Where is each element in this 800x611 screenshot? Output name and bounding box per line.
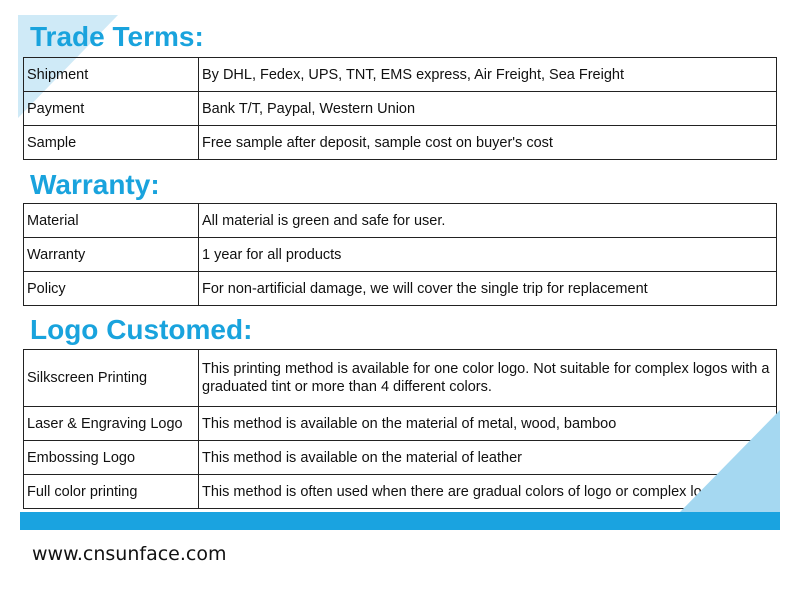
trade-terms-payment-label: Payment	[24, 92, 199, 126]
logo-laser-label: Laser & Engraving Logo	[24, 407, 199, 441]
logo-embossing-value: This method is available on the material of leather	[199, 441, 777, 475]
logo-customed-heading: Logo Customed:	[30, 314, 253, 345]
table-row	[24, 407, 777, 441]
logo-fullcolor-value: This method is often used when there are gradual colors of logo or complex logos	[199, 475, 777, 509]
logo-laser-value: This method is available on the material of metal, wood, bamboo	[199, 407, 777, 441]
logo-fullcolor-label: Full color printing	[24, 475, 199, 509]
warranty-table	[23, 203, 777, 306]
logo-silkscreen-label: Silkscreen Printing	[24, 350, 199, 407]
warranty-material-value: All material is green and safe for user.	[199, 204, 777, 238]
trade-terms-table	[23, 57, 777, 160]
table-row	[24, 272, 777, 306]
warranty-heading: Warranty:	[30, 169, 160, 200]
table-row	[24, 475, 777, 509]
trade-terms-shipment-label: Shipment	[24, 58, 199, 92]
table-row	[24, 238, 777, 272]
table-row	[24, 92, 777, 126]
warranty-policy-value: For non-artificial damage, we will cover the single trip for replacement	[199, 272, 777, 306]
footer-blue-bar	[20, 512, 780, 530]
table-row	[24, 441, 777, 475]
warranty-warranty-value: 1 year for all products	[199, 238, 777, 272]
trade-terms-payment-value: Bank T/T, Paypal, Western Union	[199, 92, 777, 126]
logo-embossing-label: Embossing Logo	[24, 441, 199, 475]
trade-terms-shipment-value: By DHL, Fedex, UPS, TNT, EMS express, Air Freight, Sea Freight	[199, 58, 777, 92]
website-url: www.cnsunface.com	[32, 543, 227, 565]
table-row	[24, 126, 777, 160]
logo-silkscreen-value: This printing method is available for one color logo. Not suitable for complex logos with a graduated tint or more than 4 different colors.	[199, 350, 777, 407]
warranty-policy-label: Policy	[24, 272, 199, 306]
table-row	[24, 204, 777, 238]
table-row	[24, 350, 777, 407]
decorative-triangle-bottom-right	[680, 410, 780, 512]
trade-terms-sample-label: Sample	[24, 126, 199, 160]
table-row	[24, 58, 777, 92]
warranty-material-label: Material	[24, 204, 199, 238]
trade-terms-sample-value: Free sample after deposit, sample cost on buyer's cost	[199, 126, 777, 160]
logo-customed-table	[23, 349, 777, 509]
trade-terms-heading: Trade Terms:	[30, 21, 204, 52]
warranty-warranty-label: Warranty	[24, 238, 199, 272]
